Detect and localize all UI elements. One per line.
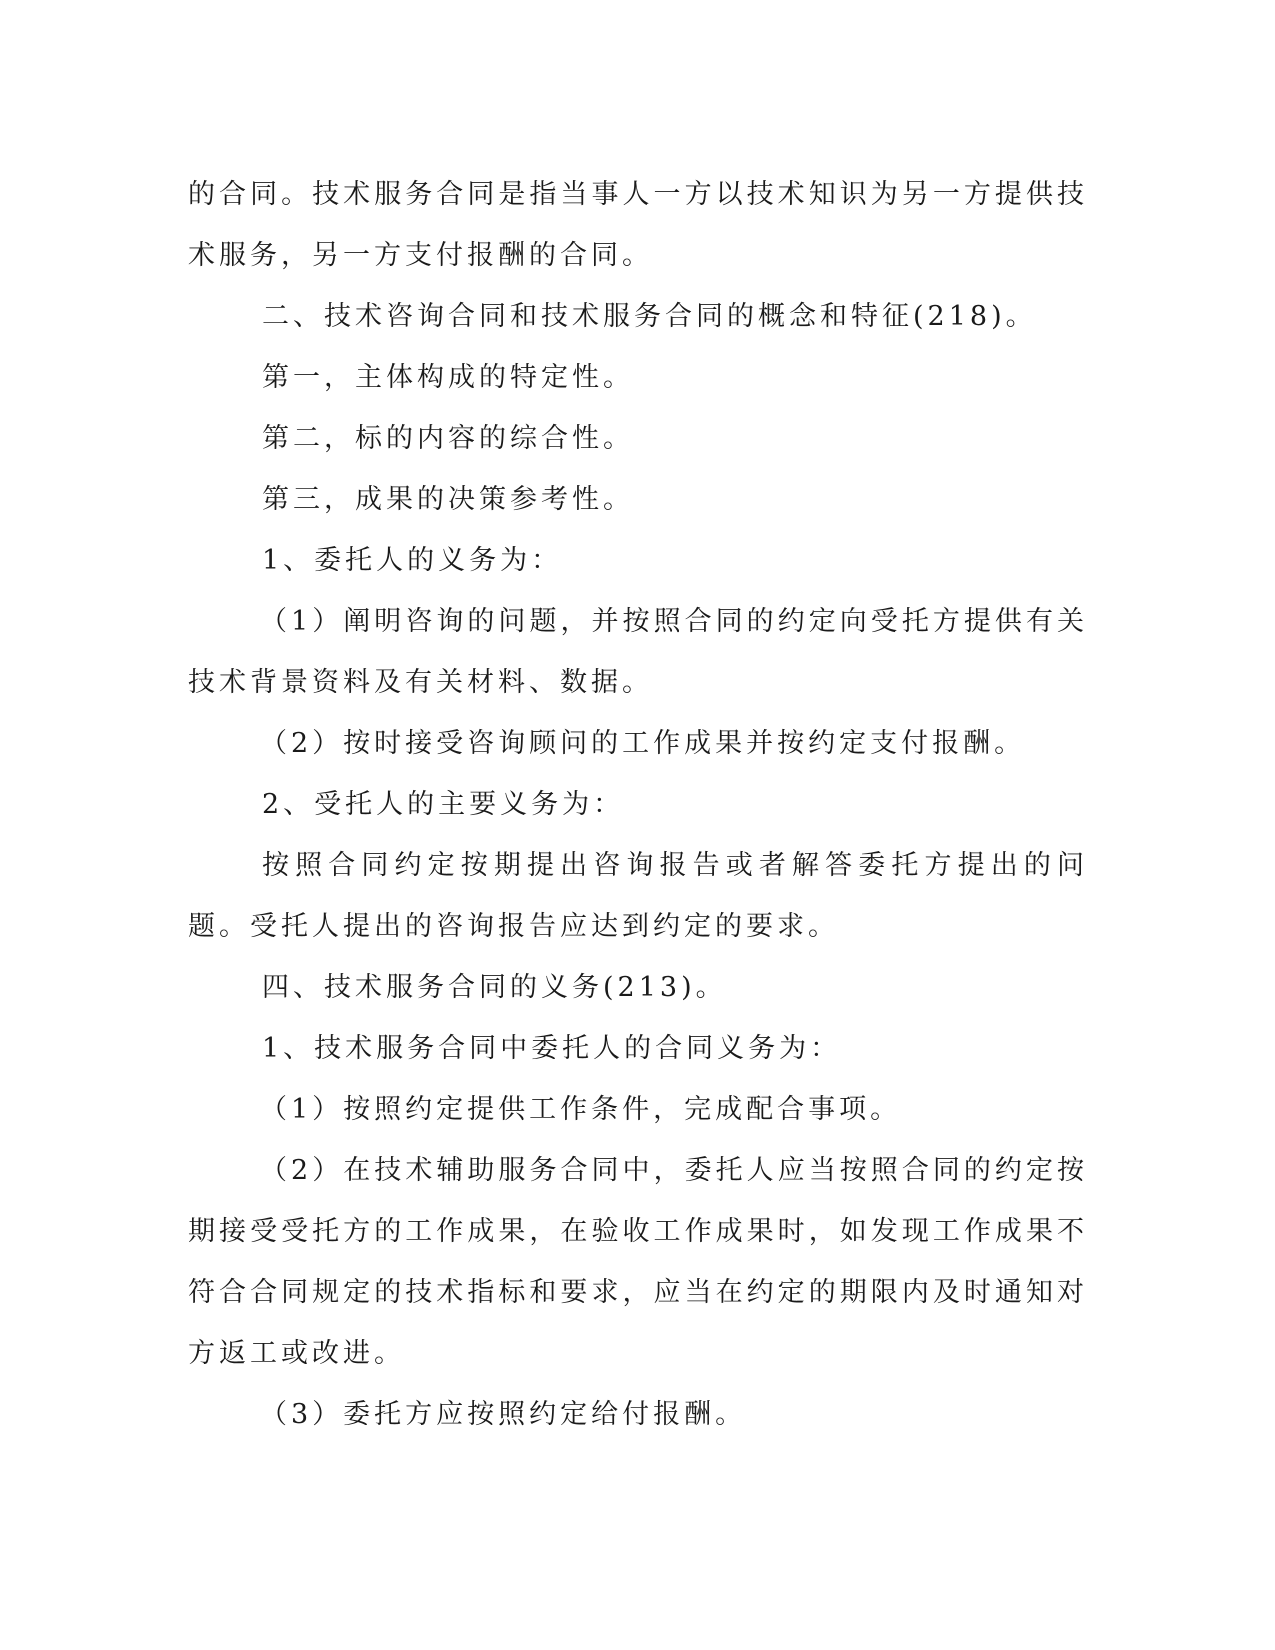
- client-duty-1: （1）阐明咨询的问题，并按照合同的约定向受托方提供有关技术背景资料及有关材料、数据。: [188, 606, 1088, 698]
- feature-item-3: 第三，成果的决策参考性。: [262, 484, 634, 515]
- section-heading-4: 四、技术服务合同的义务(213)。: [262, 972, 727, 1003]
- trustee-duties-heading: 2、受托人的主要义务为：: [262, 789, 625, 820]
- client-duty-2: （2）按时接受咨询顾问的工作成果并按约定支付报酬。: [260, 728, 1026, 759]
- feature-item-2: 第二，标的内容的综合性。: [262, 423, 634, 454]
- section-heading-2: 二、技术咨询合同和技术服务合同的概念和特征(218)。: [262, 301, 1037, 332]
- service-client-duties-heading: 1、技术服务合同中委托人的合同义务为：: [262, 1033, 842, 1064]
- client-duties-heading: 1、委托人的义务为：: [262, 545, 563, 576]
- feature-item-1: 第一，主体构成的特定性。: [262, 362, 634, 393]
- service-client-duty-3: （3）委托方应按照约定给付报酬。: [260, 1399, 747, 1430]
- trustee-duty-text: 按照合同约定按期提出咨询报告或者解答委托方提出的问题。受托人提出的咨询报告应达到约定的要求。: [188, 850, 1088, 942]
- document-body: [188, 164, 1088, 1445]
- service-client-duty-1: （1）按照约定提供工作条件，完成配合事项。: [260, 1094, 902, 1125]
- paragraph-continuation: 的合同。技术服务合同是指当事人一方以技术知识为另一方提供技术服务，另一方支付报酬的合同。: [188, 179, 1088, 271]
- service-client-duty-2: （2）在技术辅助服务合同中，委托人应当按照合同的约定按期接受受托方的工作成果，在验收工作成果时，如发现工作成果不符合合同规定的技术指标和要求，应当在约定的期限内及时通知对方返工或改进。: [188, 1155, 1088, 1369]
